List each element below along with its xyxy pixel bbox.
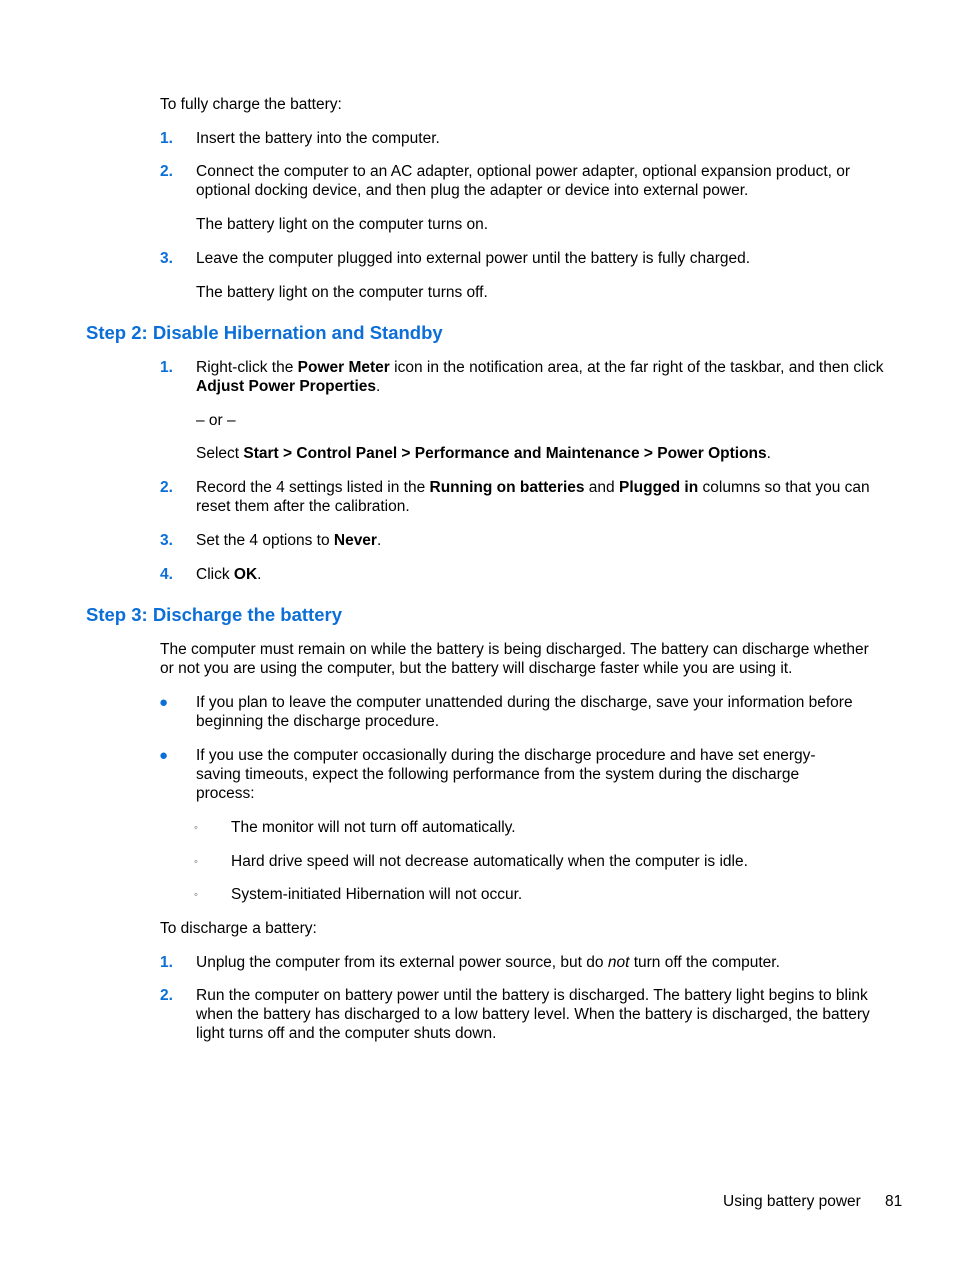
charge-note: The battery light on the computer turns off.: [196, 284, 488, 301]
step-text: Record the 4 settings listed in the Running on batteries and Plugged in columns so that you can reset them after the calibration.: [196, 479, 870, 515]
step-number: 2.: [160, 479, 173, 496]
step-number: 2.: [160, 987, 173, 1004]
paragraph: The computer must remain on while the battery is being discharged. The battery can discharge whether or not you are using the computer, but the battery will discharge faster while you are using it.: [160, 641, 869, 677]
step-number: 4.: [160, 566, 173, 583]
footer-section-title: Using battery power: [723, 1193, 861, 1210]
step-text: Set the 4 options to Never.: [196, 532, 382, 549]
step-number: 1.: [160, 359, 173, 376]
step-number: 1.: [160, 954, 173, 971]
charge-step-text: Connect the computer to an AC adapter, optional power adapter, optional expansion product, or optional docking device, and then plug the adapter or device into external power.: [196, 163, 851, 199]
step-number: 1.: [160, 130, 173, 147]
charge-note: The battery light on the computer turns on.: [196, 216, 489, 233]
step-number: 3.: [160, 532, 173, 549]
sub-bullet-text: System-initiated Hibernation will not occur.: [231, 886, 523, 903]
step-text: Run the computer on battery power until the battery is discharged. The battery light begins to blink when the battery has discharged to a low battery level. When the battery is discharged, the battery light turns off and the computer shuts down.: [196, 987, 870, 1042]
sub-bullet-text: The monitor will not turn off automatically.: [231, 819, 516, 836]
section-heading: Step 3: Discharge the battery: [86, 604, 342, 625]
sub-bullet-text: Hard drive speed will not decrease automatically when the computer is idle.: [231, 853, 748, 870]
or-separator: – or –: [196, 412, 236, 429]
bullet-icon: ●: [159, 694, 169, 711]
page-number: 81: [885, 1193, 903, 1210]
select-path: Select Start > Control Panel > Performance and Maintenance > Power Options.: [196, 445, 771, 462]
intro-discharge: To discharge a battery:: [160, 920, 317, 937]
step-number: 3.: [160, 250, 173, 267]
circle-bullet-icon: ◦: [194, 822, 198, 834]
step-text: Right-click the Power Meter icon in the notification area, at the far right of the taskbar, and then click Adjust Power Properties.: [196, 359, 884, 395]
step-text: Unplug the computer from its external power source, but do not turn off the computer.: [196, 954, 780, 971]
circle-bullet-icon: ◦: [194, 856, 198, 868]
bullet-text: If you use the computer occasionally during the discharge procedure and have set energy-saving timeouts, expect the following performance from the system during the discharge process:: [196, 747, 816, 802]
intro-charge: To fully charge the battery:: [160, 96, 342, 113]
charge-step-text: Insert the battery into the computer.: [196, 130, 440, 147]
bullet-text: If you plan to leave the computer unattended during the discharge, save your information before beginning the discharge procedure.: [196, 694, 853, 730]
step-text: Click OK.: [196, 566, 262, 583]
circle-bullet-icon: ◦: [194, 889, 198, 901]
step-number: 2.: [160, 163, 173, 180]
charge-step-text: Leave the computer plugged into external power until the battery is fully charged.: [196, 250, 751, 267]
section-heading: Step 2: Disable Hibernation and Standby: [86, 322, 443, 343]
bullet-icon: ●: [159, 747, 169, 764]
